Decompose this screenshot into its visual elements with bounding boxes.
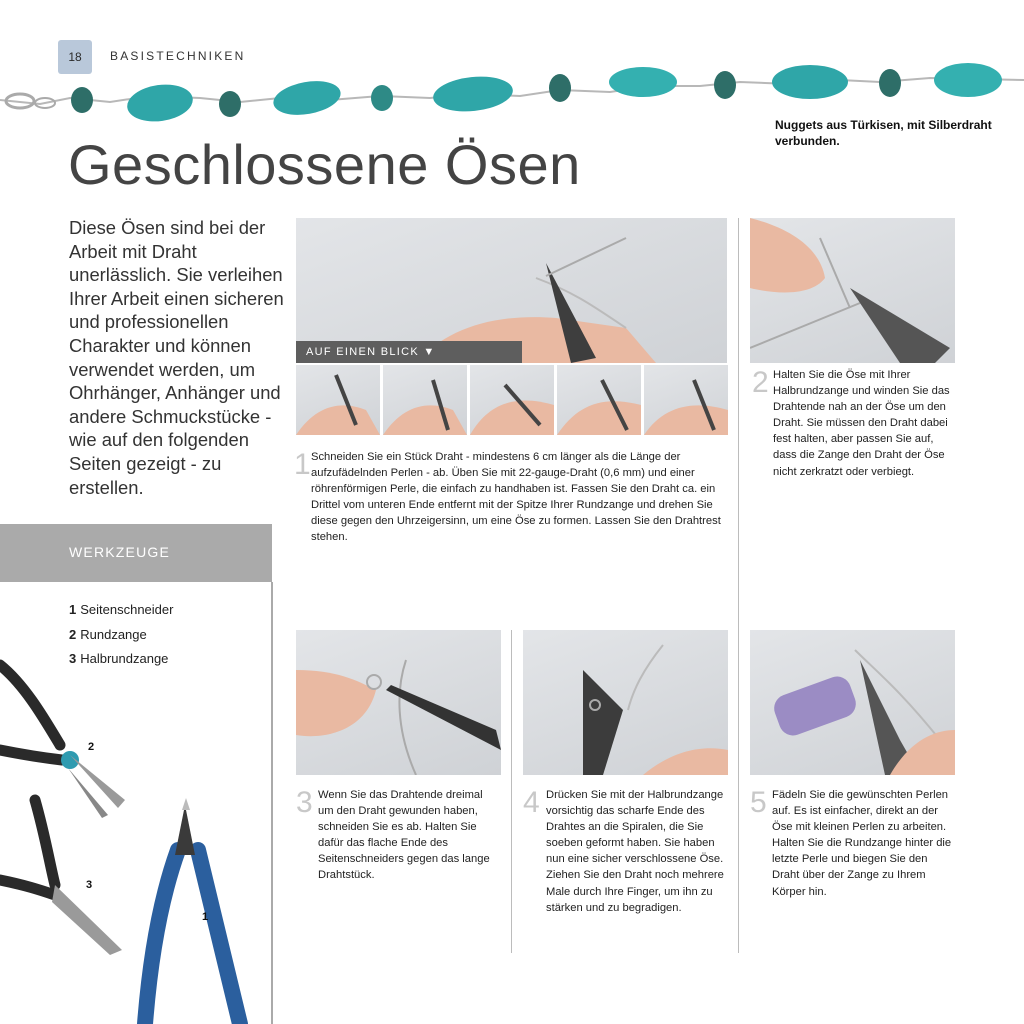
- step-3-photo: [296, 630, 501, 775]
- tool-image-label-3: 3: [86, 879, 93, 891]
- tool-image-label-1: 1: [202, 911, 209, 923]
- glance-thumbnail: [383, 365, 467, 435]
- tool-item: 1 Seitenschneider: [69, 602, 174, 617]
- glance-thumbnail: [470, 365, 554, 435]
- column-divider: [511, 630, 512, 953]
- glance-thumbnail: [644, 365, 728, 435]
- section-label: BASISTECHNIKEN: [110, 49, 246, 63]
- page-number-badge: 18: [58, 40, 92, 74]
- step-2-photo: [750, 218, 955, 363]
- step-4-text: Drücken Sie mit der Halbrundzange vorsichtig das scharfe Ende des Drahtes an die Spiralen, die Sie soeben geformt haben. Sie haben nun eine sicher verschlossene Öse. Ziehen Sie den Draht noch mehrere Male durch Ihre Finger, um ihn zu stärken und zu begradigen.: [546, 789, 724, 914]
- glance-thumbnail: [296, 365, 380, 435]
- intro-text: Diese Ösen sind bei der Arbeit mit Draht unerlässlich. Sie verleihen Ihrer Arbeit einen sicheren und professionellen Charakter und können verwendet werden, um Ohrhänger, Anhänger und andere Schmuckstücke - wie auf den folgenden Seiten gezeigt - zu erstellen.: [69, 217, 284, 498]
- step-5-text: Fädeln Sie die gewünschten Perlen auf. Es ist einfacher, direkt an der Öse mit kleinen Perlen zu arbeiten. Halten Sie die Rundzange hinter die letzte Perle und biegen Sie den Draht über der Zange zu Ihrem Körper hin.: [772, 789, 952, 898]
- step-2-text: Halten Sie die Öse mit Ihrer Halbrundzange und winden Sie das Drahtende nah an der Öse um den Draht. Sie müssen den Draht dabei fest halten, aber passen Sie auf, dass die Zange den Draht der Öse nicht zerkratzt oder verbiegt.: [773, 369, 950, 478]
- tools-heading: WERKZEUGE: [69, 544, 171, 560]
- step-4-number: 4: [523, 786, 540, 819]
- necklace-caption: Nuggets aus Türkisen, mit Silberdraht verbunden.: [775, 118, 992, 148]
- tool-item: 3 Halbrundzange: [69, 651, 169, 666]
- step-2-number: 2: [752, 366, 769, 399]
- step-1-text: Schneiden Sie ein Stück Draht - mindestens 6 cm länger als die Länge der aufzufädelnden Perlen - ab. Üben Sie mit 22-gauge-Draht (0,6 mm) und einer röhrenförmigen Perle, die einfach zu handhaben ist. Fassen Sie den Draht ca. ein Drittel vom unteren Ende entfernt mit der Spitze Ihrer Rundzange und drehen Sie diese gegen den Uhrzeigersinn, um eine Öse zu formen. Lassen Sie den Drahtrest stehen.: [311, 451, 721, 544]
- glance-thumbnail: [557, 365, 641, 435]
- step-5-number: 5: [750, 786, 767, 819]
- step-5-photo: [750, 630, 955, 775]
- step-3-number: 3: [296, 786, 313, 819]
- step-1-number: 1: [294, 448, 311, 481]
- column-divider: [738, 218, 739, 953]
- at-a-glance-bar: AUF EINEN BLICK ▼: [296, 341, 522, 363]
- tool-item: 2 Rundzange: [69, 626, 147, 642]
- pliers-image: [0, 650, 272, 1024]
- tool-image-label-2: 2: [88, 741, 95, 753]
- tools-heading-bar: [0, 524, 272, 582]
- page-title: Geschlossene Ösen: [68, 133, 581, 196]
- step-3-text: Wenn Sie das Drahtende dreimal um den Draht gewunden haben, schneiden Sie es ab. Halten Sie dafür das flache Ende des Seitenschneiders gegen das lange Drahtstück.: [318, 789, 490, 882]
- step-4-photo: [523, 630, 728, 775]
